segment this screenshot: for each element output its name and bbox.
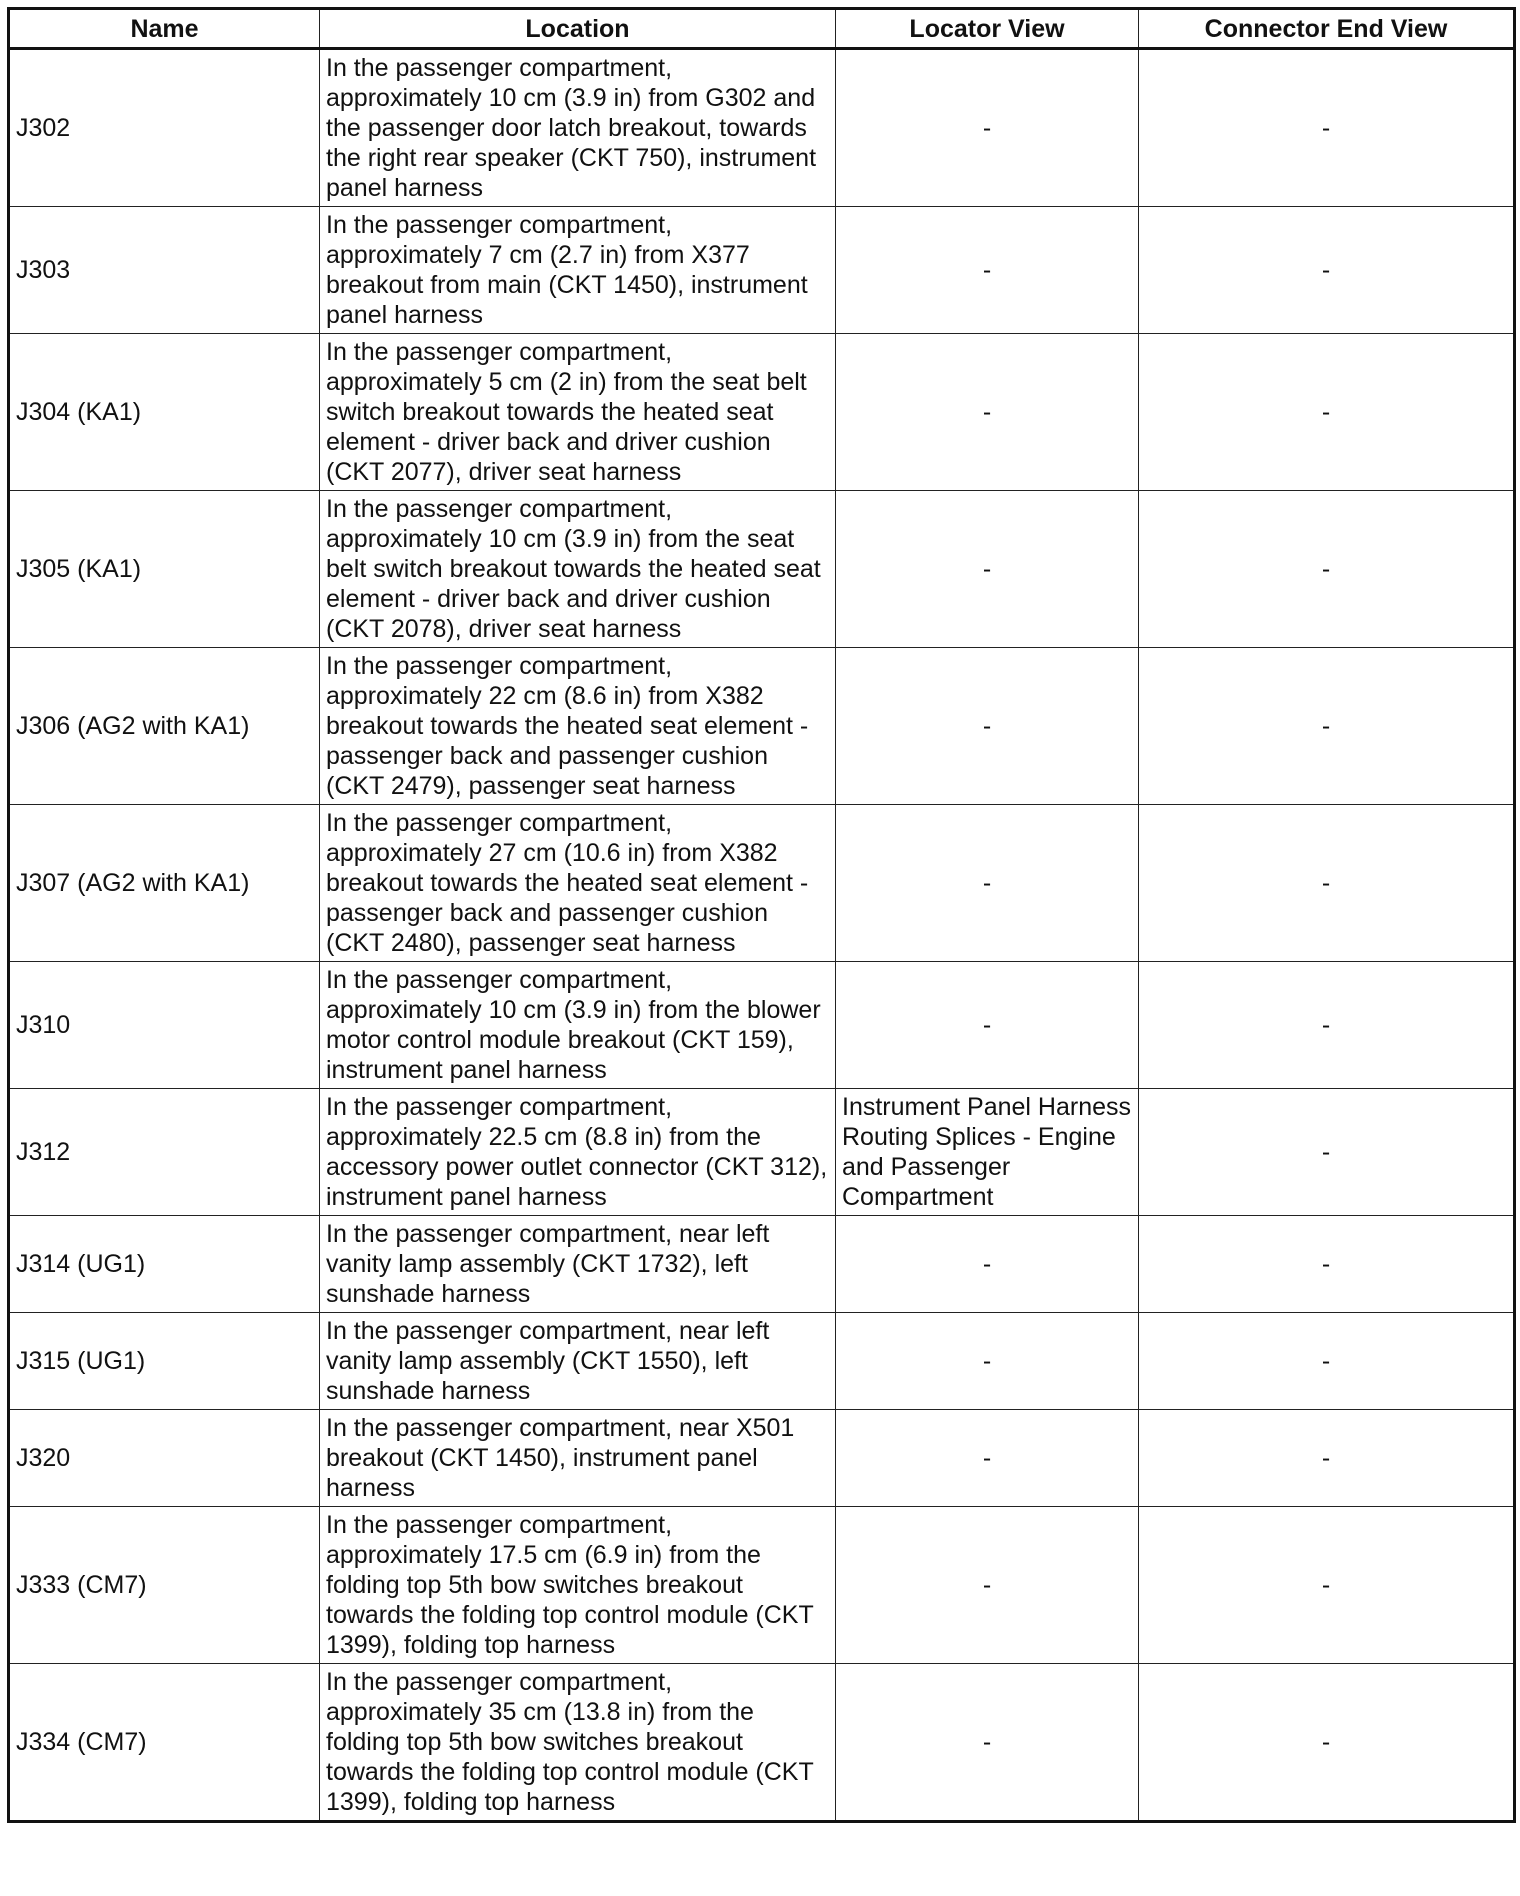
header-name: Name	[9, 9, 320, 49]
cell-location: In the passenger compartment, approximately 10 cm (3.9 in) from the blower motor control module breakout (CKT 159), instrument panel harness	[320, 962, 836, 1089]
cell-name: J334 (CM7)	[9, 1664, 320, 1822]
table-row	[9, 1216, 1515, 1313]
cell-location: In the passenger compartment, approximately 22.5 cm (8.8 in) from the accessory power outlet connector (CKT 312), instrument panel harness	[320, 1089, 836, 1216]
cell-connector-end-view: -	[1139, 1507, 1515, 1664]
cell-location: In the passenger compartment, near X501 breakout (CKT 1450), instrument panel harness	[320, 1410, 836, 1507]
header-connector-end-view: Connector End View	[1139, 9, 1515, 49]
table-row	[9, 1313, 1515, 1410]
cell-locator-view: -	[836, 491, 1139, 648]
table-row	[9, 1664, 1515, 1822]
header-locator-view: Locator View	[836, 9, 1139, 49]
cell-name: J315 (UG1)	[9, 1313, 320, 1410]
cell-name: J306 (AG2 with KA1)	[9, 648, 320, 805]
table-row	[9, 1507, 1515, 1664]
cell-locator-view: Instrument Panel Harness Routing Splices - Engine and Passenger Compartment	[836, 1089, 1139, 1216]
cell-locator-view: -	[836, 805, 1139, 962]
table-row	[9, 49, 1515, 207]
cell-name: J303	[9, 207, 320, 334]
cell-location: In the passenger compartment, approximately 10 cm (3.9 in) from G302 and the passenger door latch breakout, towards the right rear speaker (CKT 750), instrument panel harness	[320, 49, 836, 207]
cell-name: J320	[9, 1410, 320, 1507]
cell-location: In the passenger compartment, approximately 10 cm (3.9 in) from the seat belt switch breakout towards the heated seat element - driver back and driver cushion (CKT 2078), driver seat harness	[320, 491, 836, 648]
table-row	[9, 207, 1515, 334]
cell-location: In the passenger compartment, near left vanity lamp assembly (CKT 1732), left sunshade harness	[320, 1216, 836, 1313]
cell-location: In the passenger compartment, near left vanity lamp assembly (CKT 1550), left sunshade harness	[320, 1313, 836, 1410]
table-row	[9, 648, 1515, 805]
cell-connector-end-view: -	[1139, 334, 1515, 491]
cell-locator-view: -	[836, 334, 1139, 491]
cell-name: J305 (KA1)	[9, 491, 320, 648]
table-row	[9, 1410, 1515, 1507]
cell-name: J307 (AG2 with KA1)	[9, 805, 320, 962]
splice-table-container	[7, 7, 1513, 1823]
table-row	[9, 334, 1515, 491]
cell-locator-view: -	[836, 1410, 1139, 1507]
cell-connector-end-view: -	[1139, 491, 1515, 648]
table-row	[9, 1089, 1515, 1216]
cell-locator-view: -	[836, 648, 1139, 805]
cell-location: In the passenger compartment, approximately 17.5 cm (6.9 in) from the folding top 5th bow switches breakout towards the folding top control module (CKT 1399), folding top harness	[320, 1507, 836, 1664]
cell-locator-view: -	[836, 1216, 1139, 1313]
cell-name: J333 (CM7)	[9, 1507, 320, 1664]
cell-connector-end-view: -	[1139, 1313, 1515, 1410]
cell-connector-end-view: -	[1139, 1216, 1515, 1313]
table-row	[9, 491, 1515, 648]
header-location: Location	[320, 9, 836, 49]
table-row	[9, 962, 1515, 1089]
cell-name: J310	[9, 962, 320, 1089]
cell-connector-end-view: -	[1139, 805, 1515, 962]
cell-connector-end-view: -	[1139, 1664, 1515, 1822]
table-header-row	[9, 9, 1515, 49]
cell-locator-view: -	[836, 207, 1139, 334]
cell-location: In the passenger compartment, approximately 27 cm (10.6 in) from X382 breakout towards the heated seat element - passenger back and passenger cushion (CKT 2480), passenger seat harness	[320, 805, 836, 962]
table-row	[9, 805, 1515, 962]
cell-connector-end-view: -	[1139, 962, 1515, 1089]
cell-connector-end-view: -	[1139, 49, 1515, 207]
cell-location: In the passenger compartment, approximately 5 cm (2 in) from the seat belt switch breakout towards the heated seat element - driver back and driver cushion (CKT 2077), driver seat harness	[320, 334, 836, 491]
splice-table	[7, 7, 1516, 1823]
cell-name: J314 (UG1)	[9, 1216, 320, 1313]
cell-connector-end-view: -	[1139, 1410, 1515, 1507]
cell-locator-view: -	[836, 49, 1139, 207]
cell-locator-view: -	[836, 962, 1139, 1089]
cell-locator-view: -	[836, 1507, 1139, 1664]
cell-location: In the passenger compartment, approximately 35 cm (13.8 in) from the folding top 5th bow switches breakout towards the folding top control module (CKT 1399), folding top harness	[320, 1664, 836, 1822]
cell-connector-end-view: -	[1139, 1089, 1515, 1216]
cell-location: In the passenger compartment, approximately 7 cm (2.7 in) from X377 breakout from main (CKT 1450), instrument panel harness	[320, 207, 836, 334]
cell-connector-end-view: -	[1139, 207, 1515, 334]
cell-location: In the passenger compartment, approximately 22 cm (8.6 in) from X382 breakout towards the heated seat element - passenger back and passenger cushion (CKT 2479), passenger seat harness	[320, 648, 836, 805]
cell-name: J312	[9, 1089, 320, 1216]
cell-connector-end-view: -	[1139, 648, 1515, 805]
cell-locator-view: -	[836, 1313, 1139, 1410]
cell-name: J302	[9, 49, 320, 207]
cell-locator-view: -	[836, 1664, 1139, 1822]
cell-name: J304 (KA1)	[9, 334, 320, 491]
